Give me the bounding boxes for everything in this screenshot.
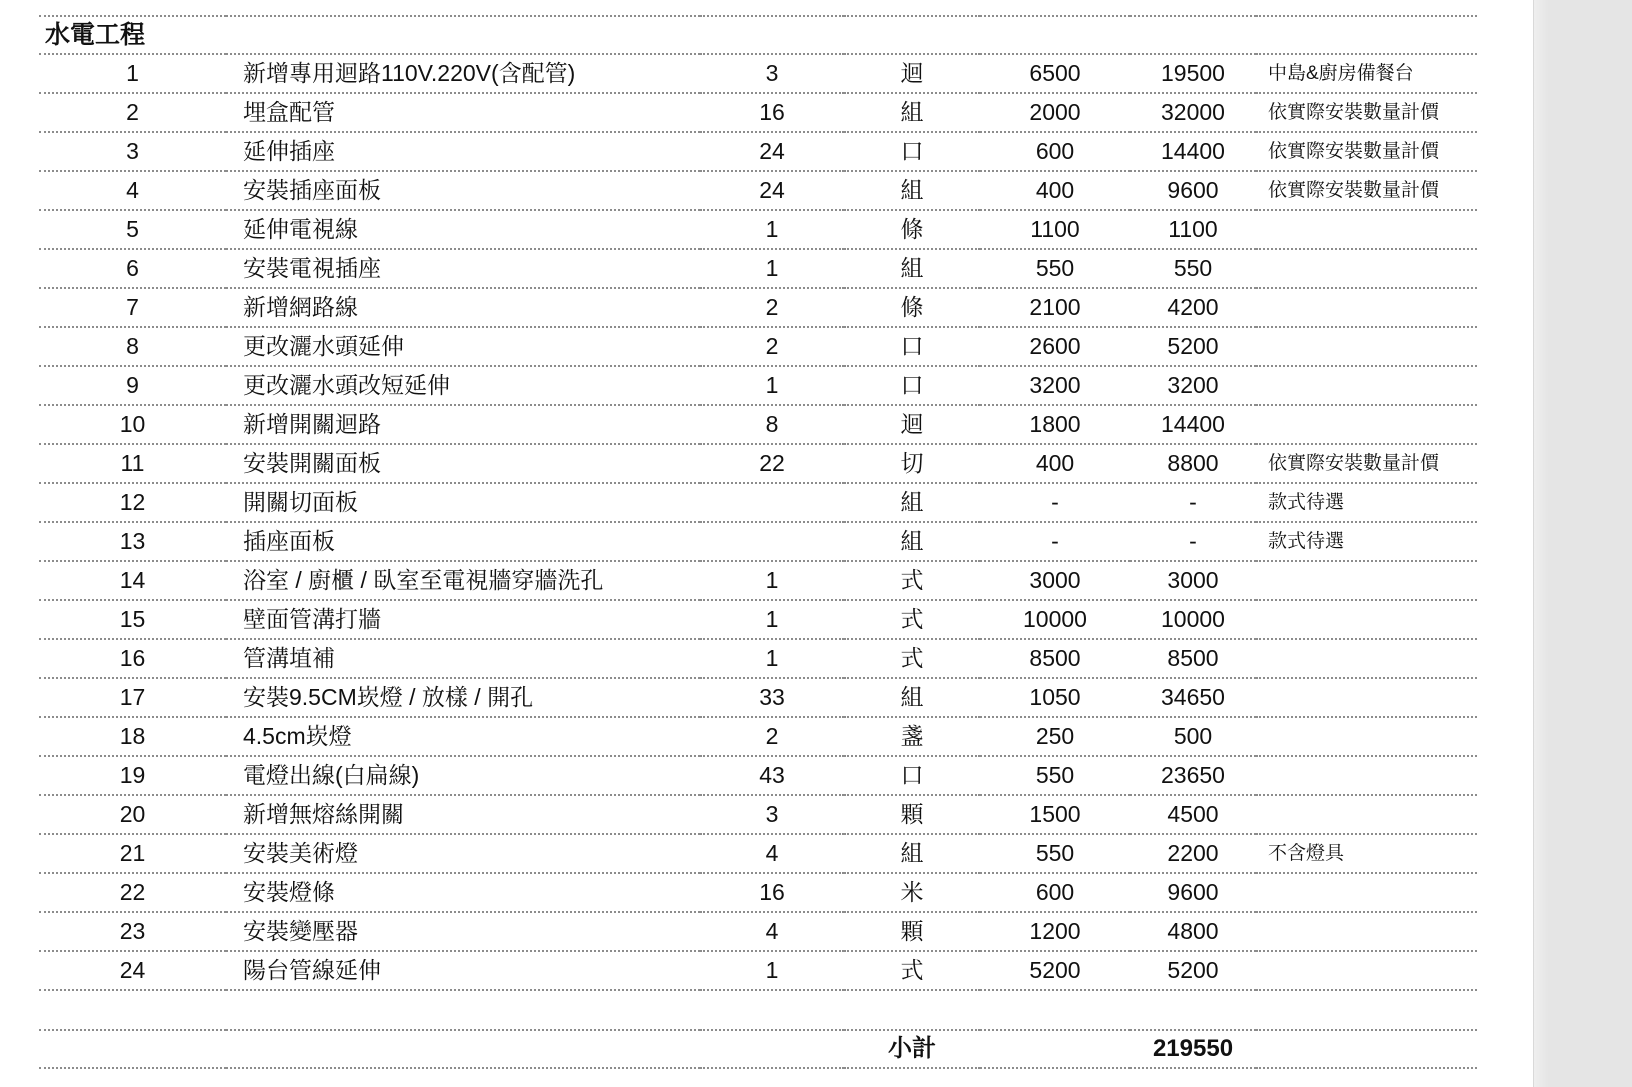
cell-item-no: 12 bbox=[39, 483, 226, 522]
cell-note: 依實際安裝數量計價 bbox=[1256, 93, 1477, 132]
table-row bbox=[39, 210, 1477, 249]
cell-quantity: 1 bbox=[700, 210, 844, 249]
cell-amount: 4800 bbox=[1130, 912, 1256, 951]
cell-note bbox=[1256, 873, 1477, 912]
subtotal-empty-right bbox=[1256, 1030, 1477, 1068]
cell-quantity: 2 bbox=[700, 288, 844, 327]
cell-quantity: 4 bbox=[700, 912, 844, 951]
cell-unit-price: 5200 bbox=[980, 951, 1130, 990]
cell-description: 安裝電視插座 bbox=[226, 249, 700, 288]
cell-item-no: 15 bbox=[39, 600, 226, 639]
cell-amount: 2200 bbox=[1130, 834, 1256, 873]
cell-description: 安裝燈條 bbox=[226, 873, 700, 912]
cell-quantity: 16 bbox=[700, 93, 844, 132]
cell-note: 依實際安裝數量計價 bbox=[1256, 132, 1477, 171]
cell-note bbox=[1256, 951, 1477, 990]
cell-unit-price: 400 bbox=[980, 171, 1130, 210]
subtotal-row bbox=[39, 1030, 1477, 1068]
cell-note bbox=[1256, 639, 1477, 678]
cell-description: 安裝9.5CM崁燈 / 放樣 / 開孔 bbox=[226, 678, 700, 717]
cell-amount: - bbox=[1130, 522, 1256, 561]
cell-unit: 條 bbox=[844, 288, 980, 327]
cell-unit-price: 1200 bbox=[980, 912, 1130, 951]
cell-unit-price: 550 bbox=[980, 834, 1130, 873]
cell-note bbox=[1256, 912, 1477, 951]
cell-unit-price: 3000 bbox=[980, 561, 1130, 600]
cell-quantity: 1 bbox=[700, 366, 844, 405]
table-row bbox=[39, 483, 1477, 522]
table-row bbox=[39, 873, 1477, 912]
cell-unit-price: 10000 bbox=[980, 600, 1130, 639]
cell-unit-price: 600 bbox=[980, 132, 1130, 171]
cell-amount: 19500 bbox=[1130, 54, 1256, 93]
cell-note: 不含燈具 bbox=[1256, 834, 1477, 873]
cell-unit: 口 bbox=[844, 366, 980, 405]
table-row bbox=[39, 561, 1477, 600]
cell-unit: 組 bbox=[844, 249, 980, 288]
cell-unit: 切 bbox=[844, 444, 980, 483]
table-row bbox=[39, 132, 1477, 171]
cell-amount: 5200 bbox=[1130, 327, 1256, 366]
spacer-cell bbox=[39, 990, 1477, 1030]
cell-item-no: 22 bbox=[39, 873, 226, 912]
cell-description: 埋盒配管 bbox=[226, 93, 700, 132]
cell-item-no: 16 bbox=[39, 639, 226, 678]
cell-description: 安裝開關面板 bbox=[226, 444, 700, 483]
cell-quantity: 33 bbox=[700, 678, 844, 717]
cell-quantity: 24 bbox=[700, 171, 844, 210]
cell-unit: 組 bbox=[844, 171, 980, 210]
cell-unit: 組 bbox=[844, 522, 980, 561]
cell-unit-price: 2100 bbox=[980, 288, 1130, 327]
table-row bbox=[39, 444, 1477, 483]
cell-description: 延伸插座 bbox=[226, 132, 700, 171]
cell-unit-price: 550 bbox=[980, 249, 1130, 288]
cell-note: 款式待選 bbox=[1256, 522, 1477, 561]
cell-amount: 8500 bbox=[1130, 639, 1256, 678]
cell-item-no: 4 bbox=[39, 171, 226, 210]
cell-description: 電燈出線(白扁線) bbox=[226, 756, 700, 795]
cell-amount: 34650 bbox=[1130, 678, 1256, 717]
table-row bbox=[39, 522, 1477, 561]
cell-unit-price: 250 bbox=[980, 717, 1130, 756]
cell-item-no: 11 bbox=[39, 444, 226, 483]
cell-item-no: 2 bbox=[39, 93, 226, 132]
cell-description: 更改灑水頭延伸 bbox=[226, 327, 700, 366]
subtotal-empty-left bbox=[39, 1030, 844, 1068]
cell-amount: 4200 bbox=[1130, 288, 1256, 327]
cell-item-no: 19 bbox=[39, 756, 226, 795]
table-row bbox=[39, 366, 1477, 405]
cell-quantity bbox=[700, 522, 844, 561]
cell-amount: 3000 bbox=[1130, 561, 1256, 600]
cell-unit: 迴 bbox=[844, 54, 980, 93]
quotation-table bbox=[39, 15, 1477, 1069]
cell-item-no: 17 bbox=[39, 678, 226, 717]
cell-quantity: 1 bbox=[700, 561, 844, 600]
cell-unit-price: 1500 bbox=[980, 795, 1130, 834]
cell-quantity: 8 bbox=[700, 405, 844, 444]
cell-note: 中島&廚房備餐台 bbox=[1256, 54, 1477, 93]
cell-item-no: 21 bbox=[39, 834, 226, 873]
cell-unit-price: 1050 bbox=[980, 678, 1130, 717]
cell-amount: 9600 bbox=[1130, 873, 1256, 912]
cell-unit-price: - bbox=[980, 483, 1130, 522]
table-row bbox=[39, 951, 1477, 990]
cell-description: 浴室 / 廚櫃 / 臥室至電視牆穿牆洗孔 bbox=[226, 561, 700, 600]
cell-amount: 14400 bbox=[1130, 405, 1256, 444]
cell-note bbox=[1256, 717, 1477, 756]
cell-unit-price: 2000 bbox=[980, 93, 1130, 132]
table-row bbox=[39, 912, 1477, 951]
cell-description: 新增專用迴路110V.220V(含配管) bbox=[226, 54, 700, 93]
cell-unit: 式 bbox=[844, 600, 980, 639]
spacer-row bbox=[39, 990, 1477, 1030]
cell-quantity: 4 bbox=[700, 834, 844, 873]
cell-amount: 23650 bbox=[1130, 756, 1256, 795]
table-row bbox=[39, 600, 1477, 639]
table-row bbox=[39, 327, 1477, 366]
cell-unit: 式 bbox=[844, 639, 980, 678]
cell-item-no: 13 bbox=[39, 522, 226, 561]
cell-quantity: 3 bbox=[700, 54, 844, 93]
cell-description: 新增開關迴路 bbox=[226, 405, 700, 444]
cell-unit: 顆 bbox=[844, 795, 980, 834]
cell-amount: 500 bbox=[1130, 717, 1256, 756]
table-row bbox=[39, 639, 1477, 678]
cell-description: 管溝埴補 bbox=[226, 639, 700, 678]
cell-unit-price: 3200 bbox=[980, 366, 1130, 405]
table-row bbox=[39, 405, 1477, 444]
cell-note bbox=[1256, 600, 1477, 639]
cell-item-no: 7 bbox=[39, 288, 226, 327]
cell-quantity: 24 bbox=[700, 132, 844, 171]
cell-note bbox=[1256, 366, 1477, 405]
cell-item-no: 5 bbox=[39, 210, 226, 249]
cell-item-no: 23 bbox=[39, 912, 226, 951]
table-row bbox=[39, 717, 1477, 756]
table-row bbox=[39, 171, 1477, 210]
cell-note bbox=[1256, 678, 1477, 717]
cell-unit: 口 bbox=[844, 132, 980, 171]
cell-item-no: 9 bbox=[39, 366, 226, 405]
cell-unit: 口 bbox=[844, 756, 980, 795]
cell-item-no: 18 bbox=[39, 717, 226, 756]
cell-unit: 式 bbox=[844, 951, 980, 990]
cell-item-no: 1 bbox=[39, 54, 226, 93]
cell-description: 安裝變壓器 bbox=[226, 912, 700, 951]
table-row bbox=[39, 834, 1477, 873]
cell-description: 陽台管線延伸 bbox=[226, 951, 700, 990]
cell-unit: 迴 bbox=[844, 405, 980, 444]
cell-unit-price: 8500 bbox=[980, 639, 1130, 678]
outside-page-area bbox=[1533, 0, 1632, 1087]
table-row bbox=[39, 678, 1477, 717]
cell-amount: 3200 bbox=[1130, 366, 1256, 405]
cell-description: 新增網路線 bbox=[226, 288, 700, 327]
cell-note: 依實際安裝數量計價 bbox=[1256, 171, 1477, 210]
cell-description: 插座面板 bbox=[226, 522, 700, 561]
table-row bbox=[39, 288, 1477, 327]
cell-unit-price: - bbox=[980, 522, 1130, 561]
cell-unit-price: 6500 bbox=[980, 54, 1130, 93]
cell-note: 依實際安裝數量計價 bbox=[1256, 444, 1477, 483]
cell-unit-price: 600 bbox=[980, 873, 1130, 912]
cell-note bbox=[1256, 405, 1477, 444]
table-row bbox=[39, 93, 1477, 132]
section-title: 水電工程 bbox=[39, 16, 1477, 54]
table-row bbox=[39, 54, 1477, 93]
cell-description: 新增無熔絲開關 bbox=[226, 795, 700, 834]
cell-unit: 顆 bbox=[844, 912, 980, 951]
cell-quantity: 43 bbox=[700, 756, 844, 795]
cell-amount: 1100 bbox=[1130, 210, 1256, 249]
cell-amount: 10000 bbox=[1130, 600, 1256, 639]
cell-quantity: 1 bbox=[700, 639, 844, 678]
cell-item-no: 6 bbox=[39, 249, 226, 288]
cell-description: 更改灑水頭改短延伸 bbox=[226, 366, 700, 405]
cell-quantity: 16 bbox=[700, 873, 844, 912]
cell-unit: 組 bbox=[844, 93, 980, 132]
cell-unit: 組 bbox=[844, 483, 980, 522]
subtotal-value: 219550 bbox=[1130, 1030, 1256, 1068]
cell-quantity bbox=[700, 483, 844, 522]
cell-item-no: 8 bbox=[39, 327, 226, 366]
cell-amount: 9600 bbox=[1130, 171, 1256, 210]
cell-unit-price: 550 bbox=[980, 756, 1130, 795]
cell-description: 延伸電視線 bbox=[226, 210, 700, 249]
table-row bbox=[39, 756, 1477, 795]
cell-unit: 米 bbox=[844, 873, 980, 912]
cell-note bbox=[1256, 561, 1477, 600]
cell-unit-price: 400 bbox=[980, 444, 1130, 483]
cell-amount: 32000 bbox=[1130, 93, 1256, 132]
cell-unit-price: 1100 bbox=[980, 210, 1130, 249]
cell-amount: 8800 bbox=[1130, 444, 1256, 483]
cell-amount: 4500 bbox=[1130, 795, 1256, 834]
cell-amount: 5200 bbox=[1130, 951, 1256, 990]
cell-quantity: 1 bbox=[700, 249, 844, 288]
cell-unit: 式 bbox=[844, 561, 980, 600]
cell-unit: 組 bbox=[844, 834, 980, 873]
cell-description: 安裝美術燈 bbox=[226, 834, 700, 873]
cell-unit: 組 bbox=[844, 678, 980, 717]
cell-note bbox=[1256, 795, 1477, 834]
cell-unit: 盞 bbox=[844, 717, 980, 756]
cell-unit-price: 1800 bbox=[980, 405, 1130, 444]
cell-unit: 口 bbox=[844, 327, 980, 366]
cell-note bbox=[1256, 327, 1477, 366]
subtotal-empty-mid bbox=[980, 1030, 1130, 1068]
cell-amount: - bbox=[1130, 483, 1256, 522]
cell-quantity: 1 bbox=[700, 600, 844, 639]
cell-description: 壁面管溝打牆 bbox=[226, 600, 700, 639]
cell-description: 4.5cm崁燈 bbox=[226, 717, 700, 756]
cell-quantity: 2 bbox=[700, 327, 844, 366]
cell-description: 開關切面板 bbox=[226, 483, 700, 522]
cell-note bbox=[1256, 210, 1477, 249]
cell-item-no: 24 bbox=[39, 951, 226, 990]
cell-note bbox=[1256, 249, 1477, 288]
cell-quantity: 2 bbox=[700, 717, 844, 756]
cell-amount: 550 bbox=[1130, 249, 1256, 288]
cell-note bbox=[1256, 288, 1477, 327]
cell-description: 安裝插座面板 bbox=[226, 171, 700, 210]
cell-amount: 14400 bbox=[1130, 132, 1256, 171]
cell-unit-price: 2600 bbox=[980, 327, 1130, 366]
subtotal-label: 小計 bbox=[844, 1030, 980, 1068]
cell-quantity: 1 bbox=[700, 951, 844, 990]
cell-item-no: 10 bbox=[39, 405, 226, 444]
section-title-row bbox=[39, 16, 1477, 54]
cell-note: 款式待選 bbox=[1256, 483, 1477, 522]
cell-item-no: 14 bbox=[39, 561, 226, 600]
table-row bbox=[39, 795, 1477, 834]
cell-quantity: 3 bbox=[700, 795, 844, 834]
cell-item-no: 3 bbox=[39, 132, 226, 171]
cell-note bbox=[1256, 756, 1477, 795]
cell-item-no: 20 bbox=[39, 795, 226, 834]
cell-quantity: 22 bbox=[700, 444, 844, 483]
table-row bbox=[39, 249, 1477, 288]
cell-unit: 條 bbox=[844, 210, 980, 249]
